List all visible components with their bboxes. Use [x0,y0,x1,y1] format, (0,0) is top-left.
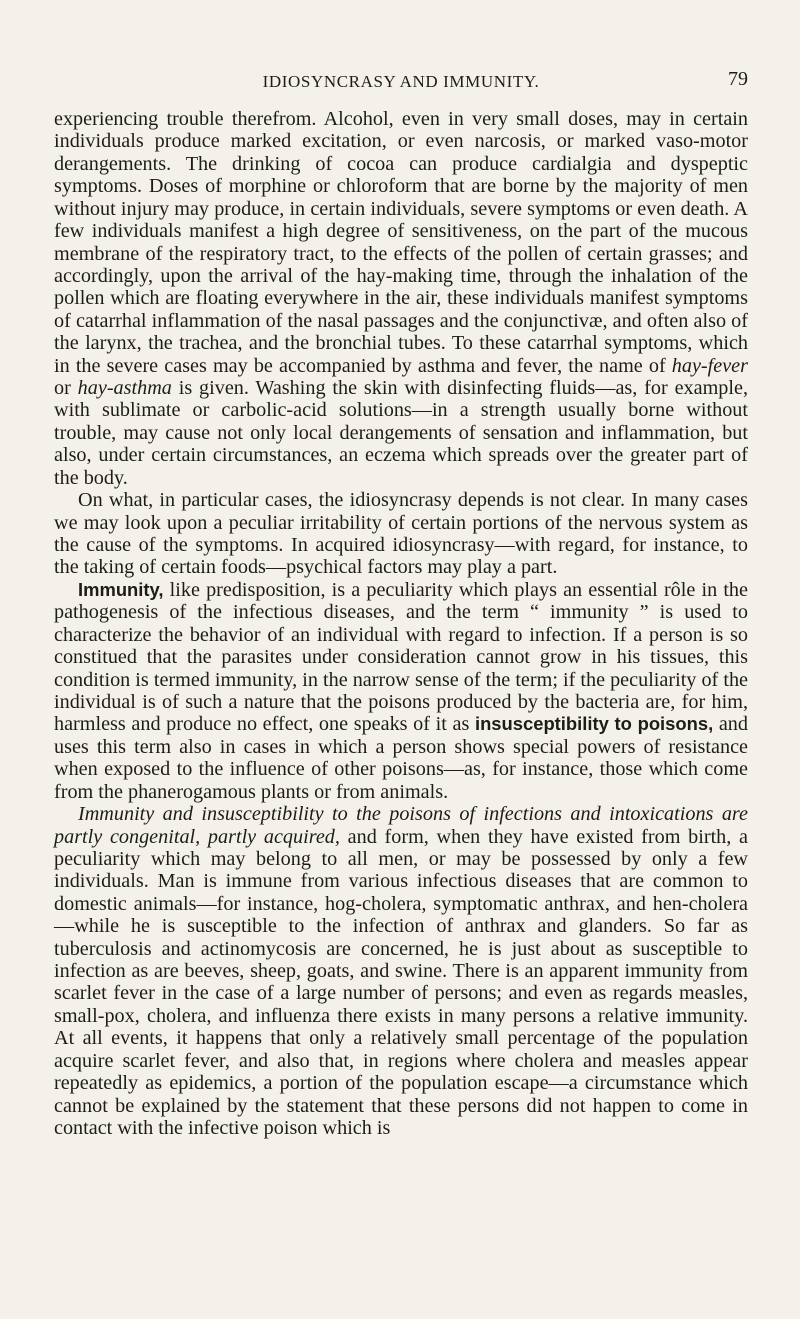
italic-term-hay-fever: hay-fever [671,354,748,377]
text-run: experiencing trouble therefrom. Alcohol, even in very small doses, may in certain individuals produce marked excitation, or even narcosis, or marked vaso-motor derangements. The drinking of cocoa can produce cardialgia and dyspeptic symptoms. Doses of morphine or chloroform that are borne by the majority of men without injury may produce, in certain individuals, severe symptoms or even death. A few individuals manifest a high degree of sensitiveness, on the part of the mucous membrane of the respiratory tract, to the effects of the pollen of certain grasses; and accordingly, upon the arrival of the hay-making time, through the inhalation of the pollen which are floating everywhere in the air, these individuals manifest symptoms of catarrhal inflammation of the nasal passages and the conjunctivæ, and often also of the larynx, the trachea, and the bronchial tubes. To these catarrhal symptoms, which in the severe cases may be accompanied by asthma and fever, the name of [54,108,748,377]
text-run: and form, when they have existed from birth, a peculiarity which may belong to all men, or may be possessed by only a few individuals. Man is immune from various infectious diseases that are common to domestic animals—for instance, hog-cholera, symptomatic anthrax, and hen-cholera—while he is susceptible to the infection of anthrax and glanders. So far as tuberculosis and actinomycosis are concerned, he is just about as susceptible to infection as are beeves, sheep, goats, and swine. There is an apparent immunity from scarlet fever in the case of a large number of persons; and even as regards measles, small-pox, cholera, and influenza there exists in many persons a relative immunity. At all events, it happens that only a relatively small percentage of the population acquire scarlet fever, and also that, in regions where cholera and measles appear repeatedly as epidemics, a portion of the population escape—a circumstance which cannot be explained by the statement that these persons did not happen to come in contact with the infective poison which is [54,825,749,1139]
text-run: On what, in particular cases, the idiosyncrasy depends is not clear. In many cases we may look upon a peculiar irritability of certain portions of the nervous system as the cause of the symptoms. In acquired idiosyncrasy—with regard, for instance, to the taking of certain foods—psychical factors may play a part. [54,489,748,579]
bold-term-insusceptibility: insusceptibility to poisons, [474,713,714,735]
body-text [54,108,748,1139]
text-run: or [54,377,78,400]
italic-term-hay-asthma: hay-asthma [77,377,172,400]
paragraph-idiosyncrasy-examples [54,108,748,489]
running-title: IDIOSYNCRASY AND IMMUNITY. [262,72,540,91]
paragraph-immunity-definition [54,579,748,803]
text-run: and uses this term also in cases in which a person shows special powers of resistance when exposed to the influence of other poisons—as, for instance, those which come from the phanerogamous plants or from animals. [54,713,748,803]
text-run: like predisposition, is a peculiarity which plays an essential rôle in the pathogenesis of the infectious diseases, and the term “ immunity ” is used to characterize the behavior of an individual with regard to infection. If a person is so constitued that the parasites under consideration cannot grow in his tissues, this condition is termed immunity, in the narrow sense of the term; if the peculiarity of the individual is of such a nature that the poisons produced by the bacteria are, for him, harmless and produce no effect, one speaks of it as [54,578,748,736]
page-number: 79 [728,68,748,90]
bold-term-immunity: Immunity, [78,578,164,600]
italic-heading-immunity-types: Immunity and insusceptibility to the poisons of infections and intoxications are partly congenital, partly acquired, [54,803,748,848]
running-head [54,0,748,108]
text-run: is given. Washing the skin with disinfecting fluids—as, for example, with sublimate or carbolic-acid solutions—in a strength usually borne without trouble, may cause not only local derangements of sensation and inflammation, but also, under certain circumstances, an eczema which spreads over the greater part of the body. [54,377,748,489]
paragraph-idiosyncrasy-cause [54,489,748,579]
paragraph-immunity-types [54,803,748,1139]
